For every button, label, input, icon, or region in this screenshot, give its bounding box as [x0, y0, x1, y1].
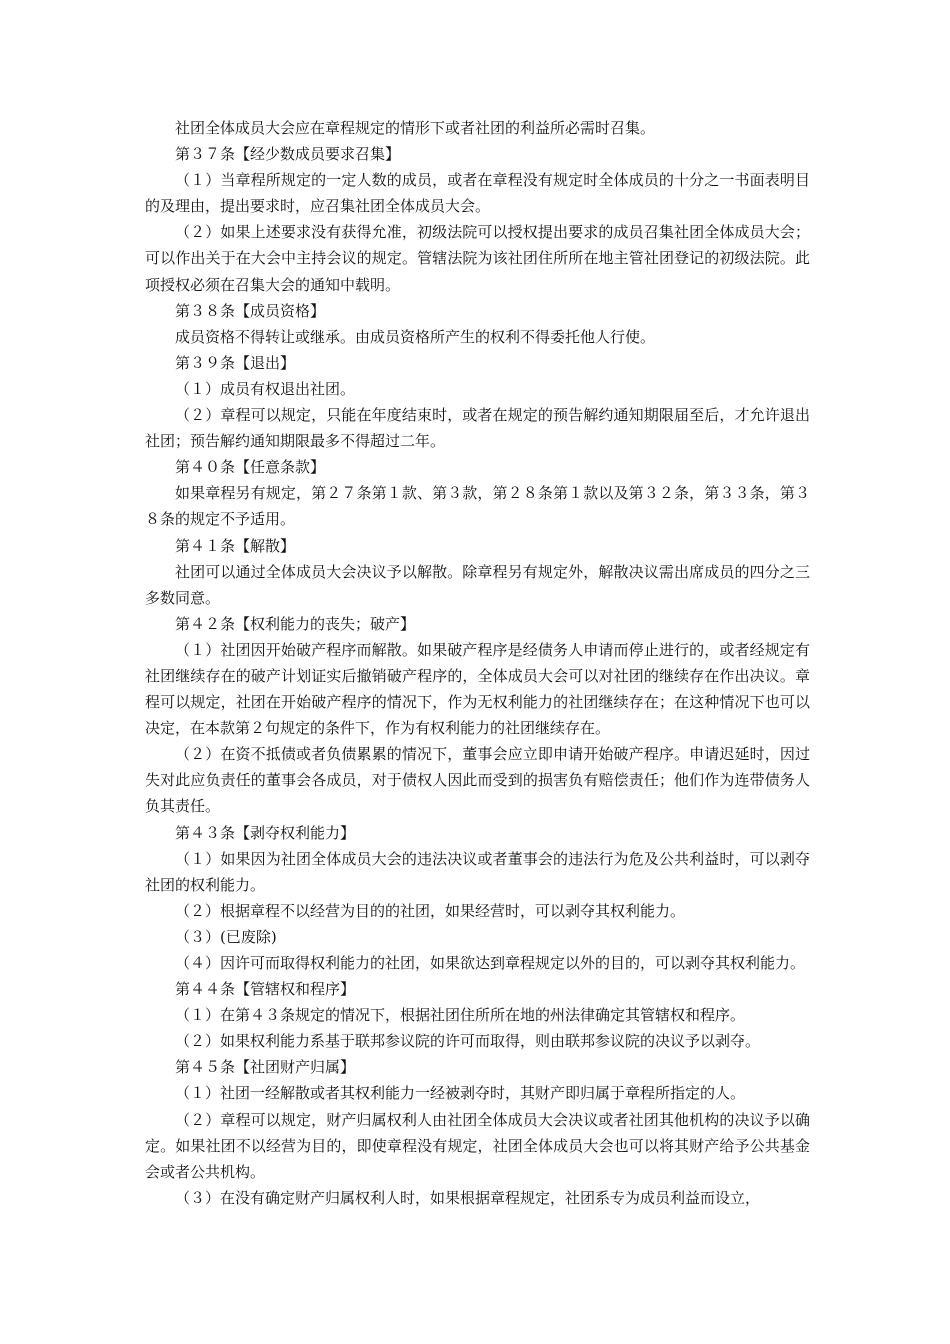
paragraph: （１）如果因为社团全体成员大会的违法决议或者董事会的违法行为危及公共利益时，可以剥夺社团的权利能力。 [145, 849, 810, 894]
article-heading: 第４１条【解散】 [175, 536, 296, 555]
paragraph: 如果章程另有规定，第２７条第１款、第３款，第２８条第１款以及第３２条，第３３条，第３８条的规定不予适用。 [145, 484, 810, 529]
article-heading: 第３７条【经少数成员要求召集】 [175, 145, 401, 164]
paragraph: （２）章程可以规定，财产归属权利人由社团全体成员大会决议或者社团其他机构的决议予以确定。如果社团不以经营为目的，即使章程没有规定，社团全体成员大会也可以将其财产给予公共基金会或者公共机构。 [145, 1110, 810, 1181]
paragraph: （４）因许可而取得权利能力的社团，如果欲达到章程规定以外的目的，可以剥夺其权利能力。 [175, 954, 806, 972]
article-heading: 第４３条【剥夺权利能力】 [175, 823, 356, 842]
article-heading: 第４２条【权利能力的丧失；破产】 [175, 614, 416, 633]
paragraph: （２）根据章程不以经营为目的的社团，如果经营时，可以剥夺其权利能力。 [175, 901, 686, 920]
paragraph: （２）章程可以规定，只能在年度结束时，或者在规定的预告解约通知期限届至后，才允许退出社团；预告解约通知期限最多不得超过二年。 [145, 406, 810, 451]
paragraph: （２）在资不抵债或者负债累累的情况下，董事会应立即申请开始破产程序。申请迟延时，因过失对此应负责任的董事会各成员，对于债权人因此而受到的损害负有赔偿责任；他们作为连带债务人负其责任。 [145, 745, 810, 816]
paragraph: （２）如果上述要求没有获得允准，初级法院可以授权提出要求的成员召集社团全体成员大会；可以作出关于在大会中主持会议的规定。管辖法院为该社团住所所在地主管社团登记的初级法院。此项授权必须在召集大会的通知中载明。 [145, 223, 810, 294]
paragraph: （１）社团一经解散或者其权利能力一经被剥夺时，其财产即归属于章程所指定的人。 [175, 1084, 746, 1103]
article-heading: 第４４条【管辖权和程序】 [175, 980, 356, 999]
paragraph: （１）成员有权退出社团。 [175, 379, 356, 398]
paragraph: 社团全体成员大会应在章程规定的情形下或者社团的利益所必需时召集。 [175, 119, 656, 137]
paragraph: （１）当章程所规定的一定人数的成员，或者在章程没有规定时全体成员的十分之一书面表明目的及理由，提出要求时，应召集社团全体成员大会。 [145, 171, 810, 216]
paragraph: （２）如果权利能力系基于联邦参议院的许可而取得，则由联邦参议院的决议予以剥夺。 [175, 1032, 761, 1051]
paragraph: （３）(已废除) [175, 927, 277, 946]
article-heading: 第３８条【成员资格】 [175, 301, 326, 320]
paragraph: （１）社团因开始破产程序而解散。如果破产程序是经债务人申请而停止进行的，或者经规定有社团继续存在的破产计划证实后撤销破产程序的，全体成员大会可以对社团的继续存在作出决议。章程可以规定，社团在开始破产程序的情况下，作为无权利能力的社团继续存在；在这种情况下也可以决定，在本款第２句规定的条件下，作为有权利能力的社团继续存在。 [145, 640, 810, 738]
paragraph: （１）在第４３条规定的情况下，根据社团住所所在地的州法律确定其管辖权和程序。 [175, 1006, 746, 1025]
paragraph: 社团可以通过全体成员大会决议予以解散。除章程另有规定外，解散决议需出席成员的四分之三多数同意。 [145, 562, 810, 607]
document-body [145, 115, 810, 1211]
article-heading: 第３９条【退出】 [175, 353, 296, 372]
article-heading: 第４５条【社团财产归属】 [175, 1058, 356, 1077]
paragraph: 成员资格不得转让或继承。由成员资格所产生的权利不得委托他人行使。 [175, 327, 656, 346]
paragraph: （３）在没有确定财产归属权利人时，如果根据章程规定，社团系专为成员利益而设立， [175, 1188, 761, 1207]
article-heading: 第４０条【任意条款】 [175, 458, 326, 477]
